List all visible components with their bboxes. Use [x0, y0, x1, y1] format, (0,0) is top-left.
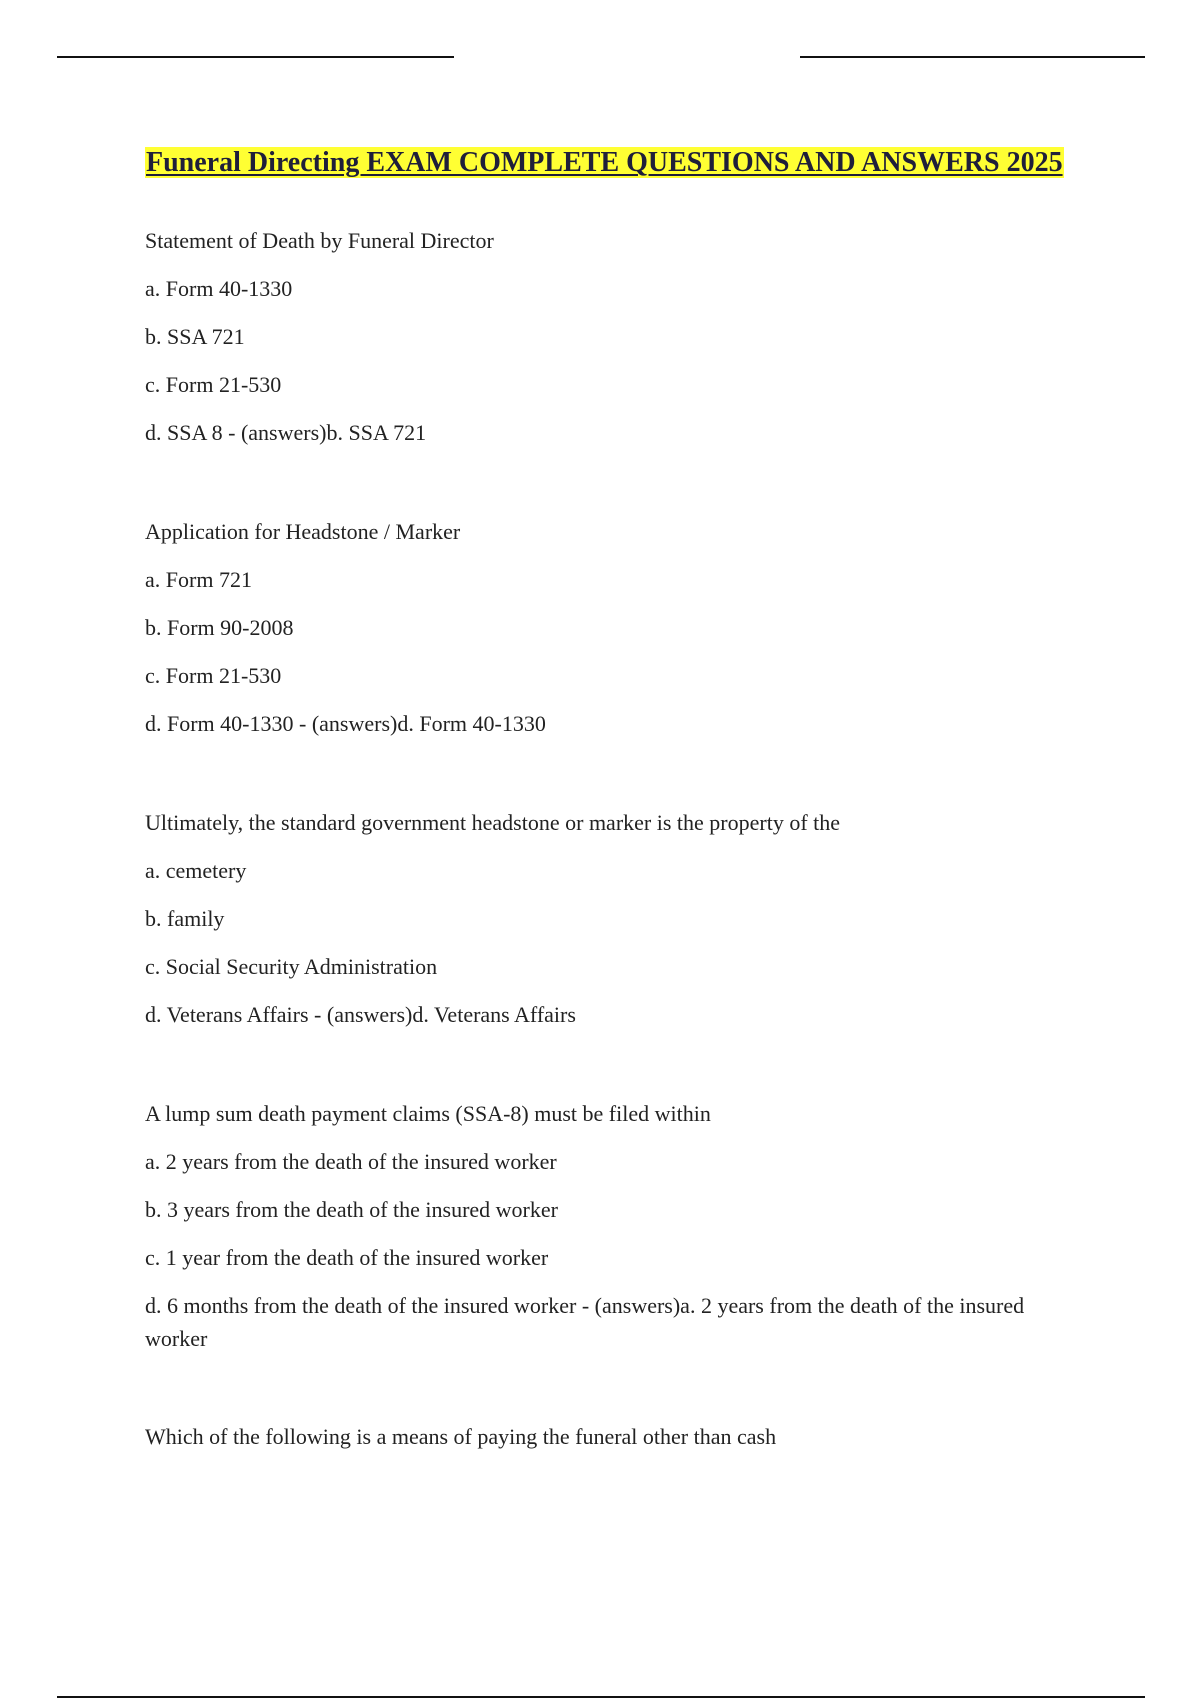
question-text: Which of the following is a means of paying the funeral other than cash — [145, 1424, 777, 1449]
answer-option: d. SSA 8 - (answers)b. SSA 721 — [145, 420, 427, 445]
answer-option: b. family — [145, 906, 225, 931]
answer-option: d. Veterans Affairs - (answers)d. Veterans Affairs — [145, 1002, 576, 1027]
answer-option: a. cemetery — [145, 858, 247, 883]
question-block — [145, 1420, 1045, 1468]
question-block — [145, 515, 1045, 755]
answer-option: c. Social Security Administration — [145, 954, 438, 979]
answer-option: c. Form 21-530 — [145, 372, 282, 397]
footer-rule — [57, 1696, 1145, 1698]
answer-option: a. Form 40-1330 — [145, 276, 293, 301]
question-text: Ultimately, the standard government headstone or marker is the property of the — [145, 810, 841, 835]
answer-option: d. Form 40-1330 - (answers)d. Form 40-1330 — [145, 711, 546, 736]
answer-option: b. Form 90-2008 — [145, 615, 294, 640]
question-block — [145, 224, 1045, 464]
header-rule-left — [57, 56, 454, 58]
answer-option: b. 3 years from the death of the insured worker — [145, 1197, 558, 1222]
answer-option: d. 6 months from the death of the insured worker - (answers)a. 2 years from the death of the insured worker — [145, 1293, 1025, 1351]
question-text: Application for Headstone / Marker — [145, 519, 461, 544]
question-block — [145, 1097, 1045, 1355]
answer-option: a. 2 years from the death of the insured worker — [145, 1149, 557, 1174]
document-title: Funeral Directing EXAM COMPLETE QUESTIONS AND ANSWERS 2025 — [146, 147, 1063, 178]
answer-option: a. Form 721 — [145, 567, 252, 592]
question-block — [145, 806, 1045, 1046]
header-rule-right — [800, 56, 1145, 58]
answer-option: b. SSA 721 — [145, 324, 245, 349]
answer-option: c. Form 21-530 — [145, 663, 282, 688]
answer-option: c. 1 year from the death of the insured worker — [145, 1245, 549, 1270]
question-text: Statement of Death by Funeral Director — [145, 228, 494, 253]
question-text: A lump sum death payment claims (SSA-8) must be filed within — [145, 1101, 711, 1126]
